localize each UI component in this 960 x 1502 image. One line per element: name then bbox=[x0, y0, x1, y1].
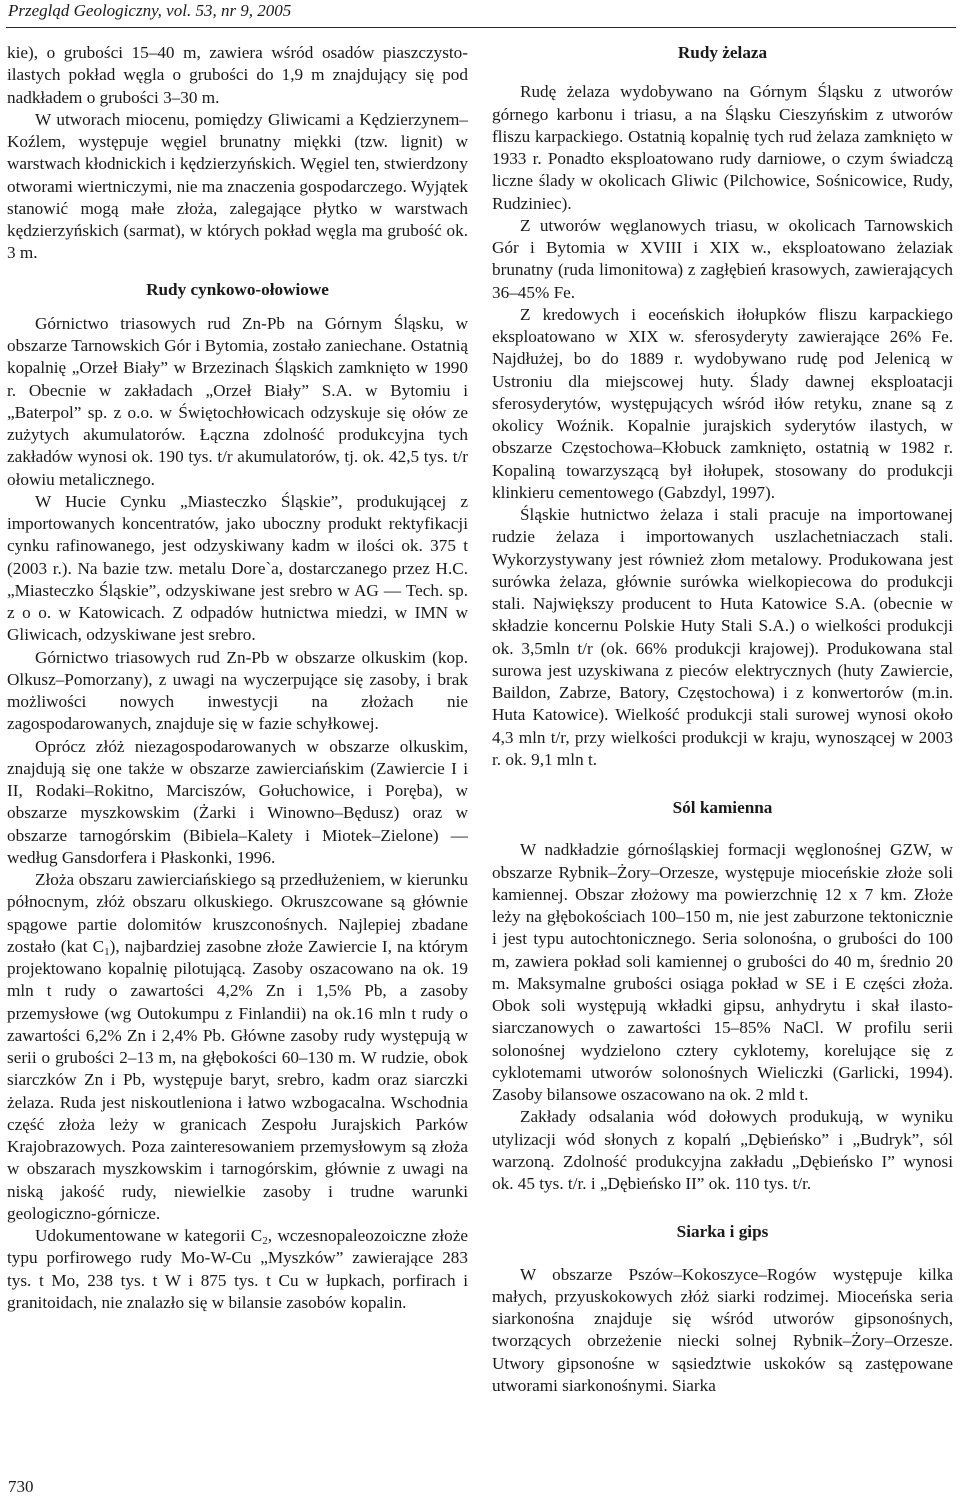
paragraph: W utworach miocenu, pomiędzy Gliwicami a Kędzierzynem–Koźlem, występuje węgiel brunatny miękki (tzw. lignit) w warstwach kłodnickich i kędzierzyńskich. Węgiel ten, stwierdzony otworami wiertniczymi, nie ma znaczenia gospodarczego. Wyjątek stanowić mogą małe złoża, zalegające płytko w warstwach kędzierzyńskich (sarmat), w których pokład węgla ma grubość ok. 3 m. bbox=[7, 109, 468, 263]
header-rule bbox=[6, 27, 956, 28]
paragraph: Śląskie hutnictwo żelaza i stali pracuje na importowanej rudzie żelaza i importowanych uszlachetniaczach stali. Wykorzystywany jest również złom metalowy. Produkowana jest surówka żelaza, głównie surówka wielkopiecowa do produkcji stali. Największy producent to Huta Katowice S.A. (obecnie w składzie koncernu Polskie Huty Stali S.A.) o wielkości produkcji ok. 3,5mln t/r (ok. 66% produkcji krajowej). Produkowana stal surowa jest uzyskiwana z pieców elektrycznych (huty Zawiercie, Baildon, Zabrze, Batory, Częstochowa) i z konwertorów (m.in. Huta Katowice). Wielkość produkcji stali surowej wynosi około 4,3 mln t/r, przy wielkości produkcji w kraju, wynoszącej w 2003 r. ok. 9,1 mln t. bbox=[492, 505, 953, 769]
paragraph: W obszarze Pszów–Kokoszyce–Rogów występuje kilka małych, przyuskokowych złóż siarki rodzimej. Mioceńska seria siarkonośna znajduje się wśród utworów gipsonośnych, tworzących obrzeżenie niecki solnej Rybnik–Żory–Orzesze. Utwory gipsonośne w sąsiedztwie uskoków są zastępowane utworami siarkonośnymi. Siarka bbox=[492, 1264, 953, 1395]
paragraph-text: Złoża obszaru zawierciańskiego są przedłużeniem, w kierunku północnym, złóż obszaru olkuskiego. Okruszcowane są głównie spągowe partie dolomitów kruszconośnych. Najlepiej zbadane zostało (kat C bbox=[7, 870, 468, 956]
paragraph bbox=[7, 1225, 468, 1314]
left-column bbox=[7, 42, 468, 1314]
section-heading-iron-ore: Rudy żelaza bbox=[677, 43, 768, 62]
paragraph: Rudę żelaza wydobywano na Górnym Śląsku z utworów górnego karbonu i triasu, a na Śląsku Cieszyńskim z utworów fliszu karpackiego. Ostatnią kopalnię tych rud żelaza zamknięto w 1933 r. Ponadto eksploatowano rudy darniowe, o czym świadczą liczne ślady w okolicach Gliwic (Pilchowice, Sośnicowice, Rudy, Rudziniec). bbox=[492, 82, 953, 213]
paragraph-text: Udokumentowane w kategorii C bbox=[35, 1226, 263, 1245]
subscript: 1 bbox=[104, 945, 110, 958]
paragraph: Z kredowych i eoceńskich iłołupków fliszu karpackiego eksploatowano w XIX w. sferosyderyty zawierające 26% Fe. Najdłużej, bo do 1889 r. wydobywano rudę pod Jelenicą w Ustroniu dla miejscowej huty. Ślady dawnej eksploatacji sferosyderytów, występujących wśród iłów retyku, znane są z okolicy Woźnik. Kopalnie jurajskich syderytów ilastych, w obszarze Częstochowa–Kłobuck zamknięto, ostatnią w 1982 r. Kopaliną towarzyszącą był iłołupek, stosowany do produkcji klinkieru cementowego (Gabzdyl, 1997). bbox=[492, 304, 953, 502]
page-number: 730 bbox=[8, 1477, 34, 1496]
paragraph: Z utworów węglanowych triasu, w okolicach Tarnowskich Gór i Bytomia w XVIII i XIX w., eksploatowano żelaziak brunatny (ruda limonitowa) z zagłębień krasowych, zawierających 36–45% Fe. bbox=[492, 215, 953, 302]
paragraph bbox=[7, 869, 468, 1225]
paragraph: Zakłady odsalania wód dołowych produkują, w wyniku utylizacji wód słonych z kopalń „Dębieńsko” i „Budryk”, sól warzoną. Zdolność produkcyjna zakładu „Dębieńsko I” wynosi ok. 45 tys. t/r. i „Dębieńsko II” ok. 110 tys. t/r. bbox=[492, 1107, 953, 1193]
paragraph-text: ), najbardziej zasobne złoże Zawiercie I, na którym projektowano kopalnię pilotującą. Zasoby oszacowano na ok. 19 mln t rudy o zawartości 4,2% Zn i 1,5% Pb, a zasoby przemysłowe (wg Outokumpu z Finlandii) na ok.16 mln t rudy o zawartości 6,2% Zn i 2,4% Pb. Główne zasoby rudy występują w serii o grubości 2–13 m, na głębokości 60–130 m. W rudzie, obok siarczków Zn i Pb, występuje baryt, srebro, kadm oraz siarczki żelaza. Ruda jest niskoutleniona i łatwo wzbogacalna. Wschodnia część złoża leży w granicach Zespołu Jurajskich Parków Krajobrazowych. Poza zainteresowaniem przemysłowym są złoża w obszarach myszkowskim i tarnogórskim, głównie z uwagi na niską jakość rudy, niewielkie zasoby i trudne warunki geologiczno-górnicze. bbox=[7, 936, 468, 1223]
running-header: Przegląd Geologiczny, vol. 53, nr 9, 2005 bbox=[8, 1, 292, 20]
section-heading-sulfur-gypsum: Siarka i gips bbox=[676, 1222, 769, 1242]
paragraph: Górnictwo triasowych rud Zn-Pb na Górnym Śląsku, w obszarze Tarnowskich Gór i Bytomia, zostało zaniechane. Ostatnią kopalnię „Orzeł Biały” w Brzezinach Śląskich zamknięto w 1990 r. Obecnie w zakładach „Orzeł Biały” S.A. w Bytomiu i „Baterpol” sp. z o.o. w Świętochłowicach odzyskuje się ołów ze zużytych akumulatorów. Łączna zdolność produkcyjna tych zakładów wynosi ok. 190 tys. t/r akumulatorów, tj. ok. 42,5 tys. t/r ołowiu metalicznego. bbox=[7, 313, 468, 489]
paragraph: W Hucie Cynku „Miasteczko Śląskie”, produkującej z importowanych koncentratów, jako uboczny produkt rektyfikacji cynku rafinowanego, jest odzyskiwany kadm w ilości ok. 375 t (2003 r.). Na bazie tzw. metalu Dore`a, dostarczanego przez H.C. „Miasteczko Śląskie”, odzyskiwane jest srebro w AG — Tech. sp. z o o. w Katowicach. Z odpadów hutnictwa miedzi, w IMN w Gliwicach, odzyskiwane jest srebro. bbox=[7, 491, 468, 645]
paragraph: W nadkładzie górnośląskiej formacji węglonośnej GZW, w obszarze Rybnik–Żory–Orzesze, występuje mioceńskie złoże soli kamiennej. Obszar złożowy ma powierzchnię 12 x 7 km. Złoże leży na głębokościach 100–150 m, nie jest zaburzone tektonicznie i jest typu autochtonicznego. Seria solonośna, o grubości do 100 m, zawiera pokład soli kamiennej o grubości do 40 m, średnio 20 m. Maksymalne grubości osiąga pokład w SE i E części złoża. Obok soli występują wkładki gipsu, anhydrytu i skał ilasto- siarczanowych o zawartości 15–85% NaCl. W profilu serii solonośnej wydzielono cztery cyklotemy, korelujące się z cyklotemami utworów solonośnych Wieliczki (Garlicki, 1994). Zasoby bilansowe oszacowano na ok. 2 mld t. bbox=[492, 840, 953, 1104]
right-column bbox=[492, 42, 953, 1397]
paragraph-text: , wczesnopaleozoiczne złoże typu porfirowego rudy Mo-W-Cu „Myszków” zawierające 283 tys. t Mo, 238 tys. t W i 875 tys. t Cu w łupkach, porfirach i granitoidach, nie znalazło się w bilansie zasobów kopalin. bbox=[7, 1226, 468, 1312]
paragraph: Oprócz złóż niezagospodarowanych w obszarze olkuskim, znajdują się one także w obszarze zawierciańskim (Zawiercie I i II, Rodaki–Rokitno, Marciszów, Gołuchowice, i Poręba), w obszarze myszkowskim (Żarki i Winowno–Będusz) oraz w obszarze tarnogórskim (Bibiela–Kalety i Miotek–Zielone) — według Gansdorfera i Płaskonki, 1996. bbox=[7, 736, 468, 867]
paragraph: kie), o grubości 15–40 m, zawiera wśród osadów piaszczysto-ilastych pokład węgla o grubości do 1,9 m znajdujący się pod nadkładem o grubości 3–30 m. bbox=[7, 43, 468, 107]
section-heading-zn-pb: Rudy cynkowo-ołowiowe bbox=[146, 279, 329, 299]
paragraph: Górnictwo triasowych rud Zn-Pb w obszarze olkuskim (kop. Olkusz–Pomorzany), z uwagi na wyczerpujące się zasoby, i brak możliwości nowych inwestycji na złożach nie zagospodarowanych, znajduje się w fazie schyłkowej. bbox=[7, 647, 468, 734]
section-heading-rock-salt: Sól kamienna bbox=[672, 798, 773, 817]
subscript: 2 bbox=[262, 1235, 268, 1247]
